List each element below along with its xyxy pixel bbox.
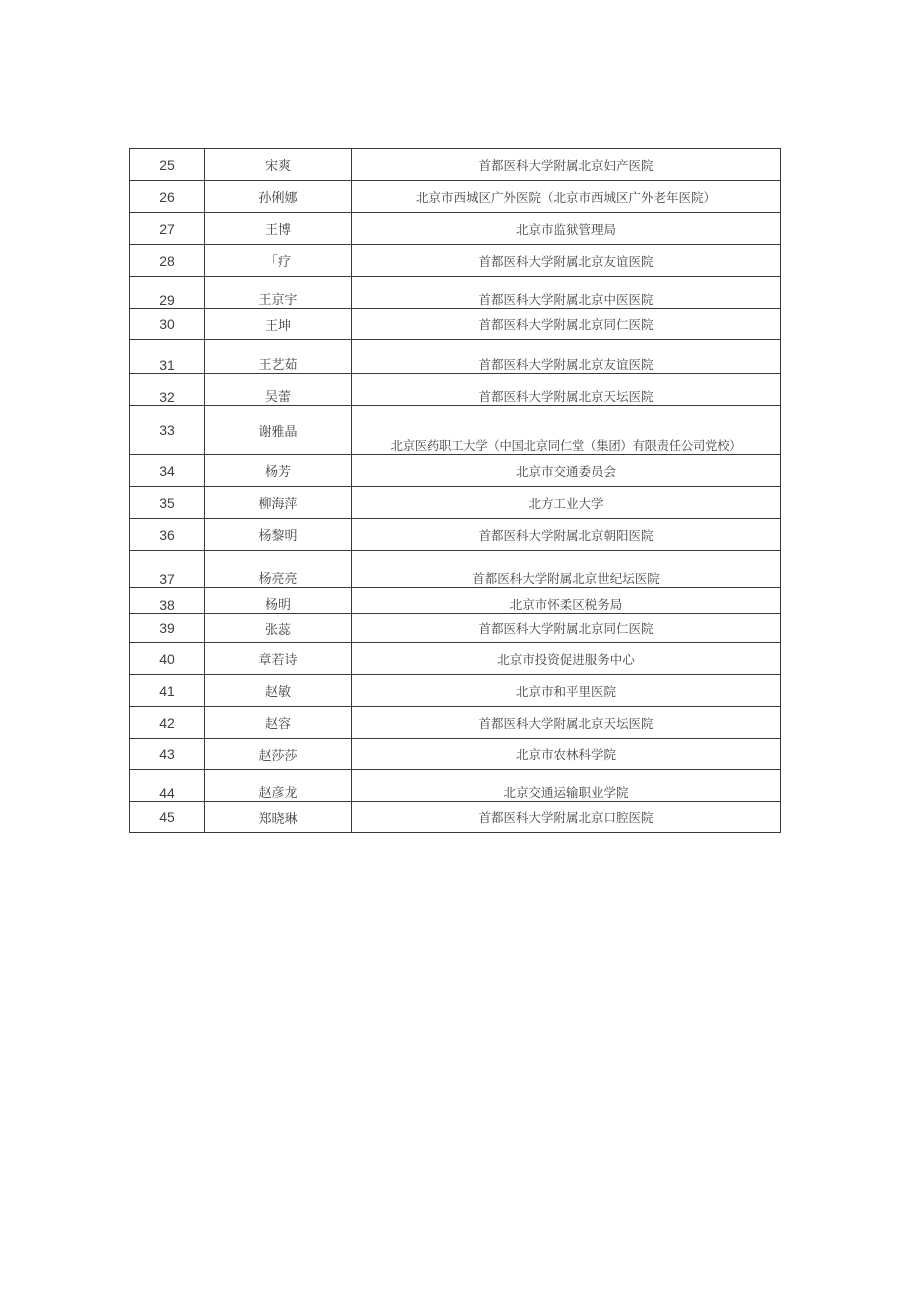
row-number: 43 (130, 739, 205, 770)
organization: 首都医科大学附属北京妇产医院 (352, 149, 781, 181)
person-name: 杨亮亮 (205, 551, 352, 588)
row-number: 25 (130, 149, 205, 181)
row-number: 27 (130, 213, 205, 245)
table-row (130, 455, 781, 487)
table-row (130, 374, 781, 406)
person-name: 赵容 (205, 707, 352, 739)
organization: 北京市怀柔区税务局 (352, 588, 781, 614)
organization: 北京市投资促进服务中心 (352, 643, 781, 675)
row-number: 32 (130, 374, 205, 406)
table-row (130, 519, 781, 551)
table-row (130, 802, 781, 833)
organization: 首都医科大学附属北京朝阳医院 (352, 519, 781, 551)
row-number: 37 (130, 551, 205, 588)
row-number: 26 (130, 181, 205, 213)
organization: 首都医科大学附属北京友谊医院 (352, 245, 781, 277)
table-row (130, 707, 781, 739)
row-number: 29 (130, 277, 205, 309)
row-number: 38 (130, 588, 205, 614)
organization: 北京市交通委员会 (352, 455, 781, 487)
organization: 北京医药职工大学（中国北京同仁堂（集团）有限责任公司党校） (352, 406, 781, 455)
row-number: 35 (130, 487, 205, 519)
table-row (130, 551, 781, 588)
row-number: 30 (130, 309, 205, 340)
person-name: 郑晓琳 (205, 802, 352, 833)
row-number: 41 (130, 675, 205, 707)
row-number: 44 (130, 770, 205, 802)
person-name: 王京宇 (205, 277, 352, 309)
organization: 北京市农林科学院 (352, 739, 781, 770)
person-name: 赵彦龙 (205, 770, 352, 802)
organization: 北京交通运输职业学院 (352, 770, 781, 802)
row-number: 36 (130, 519, 205, 551)
person-name: 孙俐娜 (205, 181, 352, 213)
person-name: 张蕊 (205, 614, 352, 643)
table-row (130, 149, 781, 181)
table-row (130, 643, 781, 675)
person-name: 「疗 (205, 245, 352, 277)
row-number: 40 (130, 643, 205, 675)
person-name: 赵敏 (205, 675, 352, 707)
person-name: 王博 (205, 213, 352, 245)
person-name: 杨明 (205, 588, 352, 614)
row-number: 33 (130, 406, 205, 455)
organization: 北京市和平里医院 (352, 675, 781, 707)
table-row (130, 406, 781, 455)
person-name: 章若诗 (205, 643, 352, 675)
row-number: 28 (130, 245, 205, 277)
table-row (130, 770, 781, 802)
person-name: 杨芳 (205, 455, 352, 487)
organization: 北方工业大学 (352, 487, 781, 519)
person-name: 吴蕾 (205, 374, 352, 406)
row-number: 34 (130, 455, 205, 487)
table-row (130, 739, 781, 770)
table-row (130, 487, 781, 519)
person-name: 王艺茹 (205, 340, 352, 374)
organization: 北京市监狱管理局 (352, 213, 781, 245)
person-name: 赵莎莎 (205, 739, 352, 770)
organization: 首都医科大学附属北京天坛医院 (352, 707, 781, 739)
person-name: 王坤 (205, 309, 352, 340)
table-row (130, 245, 781, 277)
organization: 首都医科大学附属北京友谊医院 (352, 340, 781, 374)
row-number: 42 (130, 707, 205, 739)
row-number: 31 (130, 340, 205, 374)
table-row (130, 309, 781, 340)
organization: 北京市西城区广外医院（北京市西城区广外老年医院） (352, 181, 781, 213)
table-row (130, 614, 781, 643)
table-row (130, 340, 781, 374)
row-number: 39 (130, 614, 205, 643)
row-number: 45 (130, 802, 205, 833)
organization: 首都医科大学附属北京同仁医院 (352, 614, 781, 643)
person-name: 宋爽 (205, 149, 352, 181)
organization: 首都医科大学附属北京同仁医院 (352, 309, 781, 340)
organization: 首都医科大学附属北京中医医院 (352, 277, 781, 309)
organization: 首都医科大学附属北京天坛医院 (352, 374, 781, 406)
organization: 首都医科大学附属北京世纪坛医院 (352, 551, 781, 588)
roster-table (129, 148, 781, 833)
table-row (130, 675, 781, 707)
table-row (130, 181, 781, 213)
table-row (130, 277, 781, 309)
person-name: 谢雅晶 (205, 406, 352, 455)
table-row (130, 588, 781, 614)
organization: 首都医科大学附属北京口腔医院 (352, 802, 781, 833)
person-name: 杨黎明 (205, 519, 352, 551)
table-row (130, 213, 781, 245)
person-name: 柳海萍 (205, 487, 352, 519)
